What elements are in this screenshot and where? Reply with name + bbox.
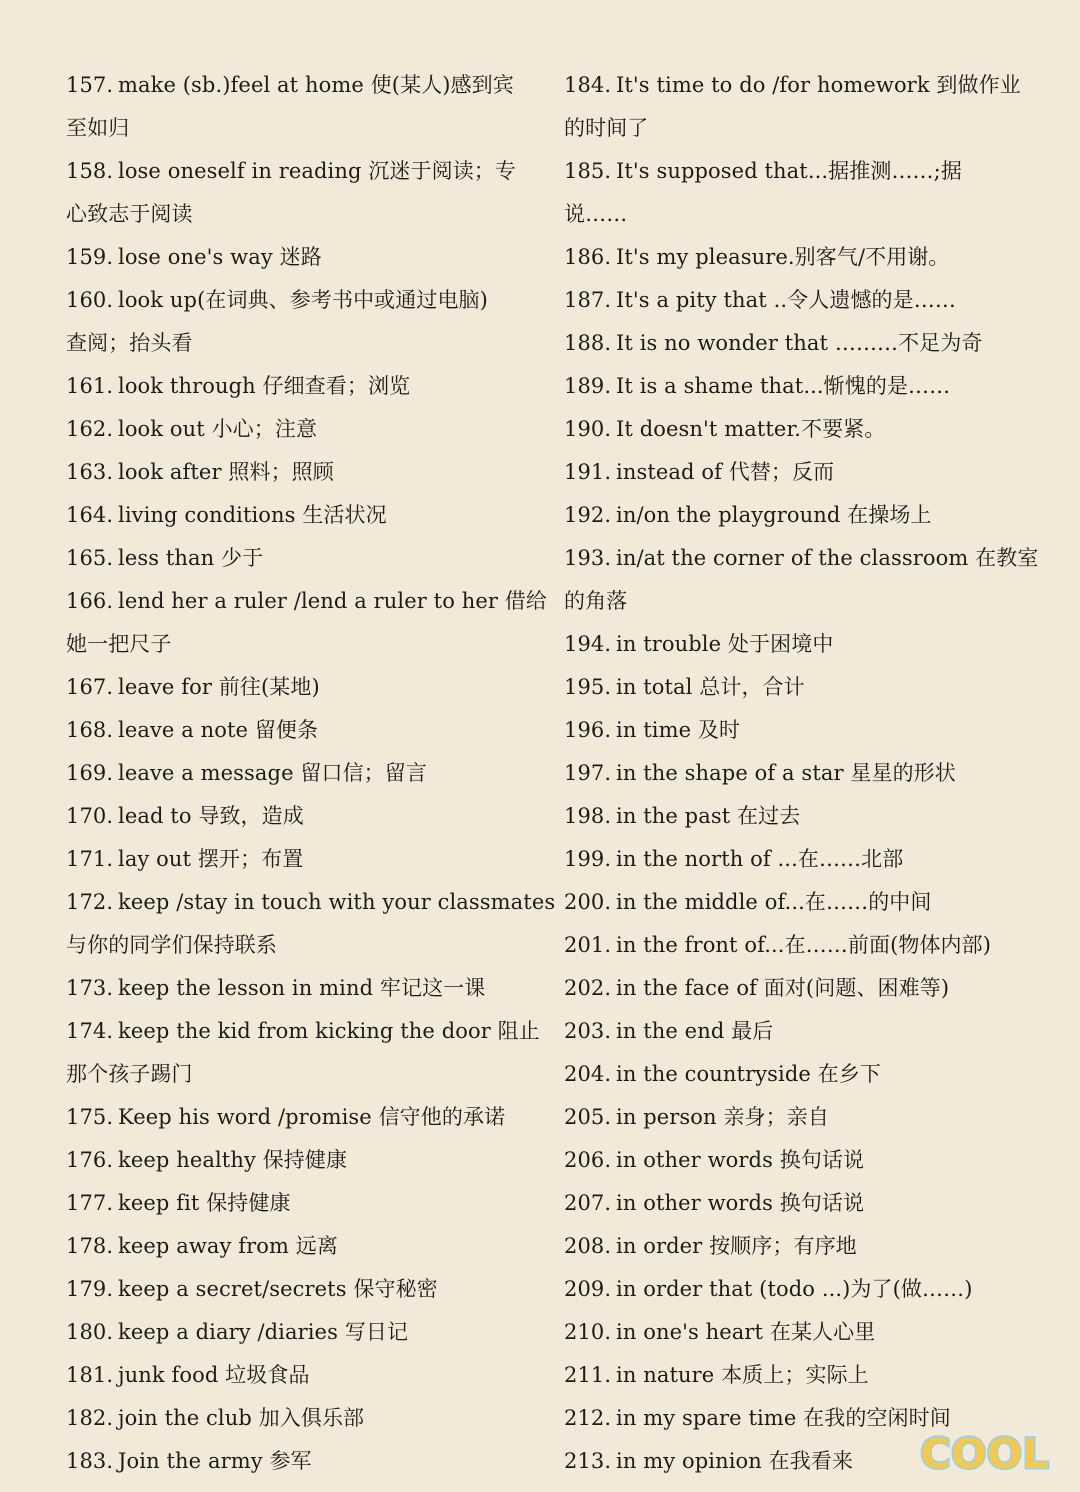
phrase-line <box>66 64 536 107</box>
phrase-text: Join the army 参军 <box>118 1449 312 1473</box>
phrase-line <box>66 666 536 709</box>
phrase-number: 191. <box>564 460 612 484</box>
phrase-number: 181. <box>66 1363 114 1387</box>
phrase-line <box>66 795 536 838</box>
phrase-text: in/at the corner of the classroom 在教室 <box>616 546 1039 570</box>
phrase-line <box>564 967 1014 1010</box>
phrase-line <box>564 64 1021 107</box>
phrase-text: less than 少于 <box>118 546 264 570</box>
phrase-line <box>66 365 536 408</box>
phrase-text: It's time to do /for homework 到做作业 <box>616 73 1021 97</box>
phrase-line <box>564 623 1014 666</box>
phrase-line <box>66 279 536 322</box>
phrase-line <box>66 881 556 924</box>
phrase-text: Keep his word /promise 信守他的承诺 <box>118 1105 506 1129</box>
left-phrase-column <box>66 64 556 1483</box>
watermark-text: COOL <box>920 1429 1049 1478</box>
phrase-number: 209. <box>564 1277 612 1301</box>
phrase-number: 190. <box>564 417 612 441</box>
phrase-text: It doesn't matter.不要紧。 <box>616 417 886 441</box>
phrase-number: 163. <box>66 460 114 484</box>
phrase-line <box>564 666 1014 709</box>
phrase-line <box>564 1096 1014 1139</box>
phrase-line <box>66 451 536 494</box>
phrase-text: 心致志于阅读 <box>66 202 193 226</box>
phrase-text: leave for 前往(某地) <box>118 675 320 699</box>
phrase-text: 那个孩子踢门 <box>66 1062 193 1086</box>
phrase-text: keep a secret/secrets 保守秘密 <box>118 1277 438 1301</box>
phrase-line <box>66 752 536 795</box>
phrase-text: junk food 垃圾食品 <box>118 1363 310 1387</box>
phrase-number: 193. <box>564 546 612 570</box>
phrase-line <box>564 193 1014 236</box>
phrase-line <box>66 580 547 623</box>
phrase-number: 167. <box>66 675 114 699</box>
phrase-text: in the face of 面对(问题、困难等) <box>616 976 950 1000</box>
phrase-text: 的角落 <box>564 589 628 613</box>
phrase-number: 172. <box>66 890 114 914</box>
phrase-number: 158. <box>66 159 114 183</box>
phrase-line <box>564 1010 1014 1053</box>
phrase-text: in the front of...在……前面(物体内部) <box>616 933 992 957</box>
phrase-line <box>66 924 536 967</box>
phrase-line <box>66 537 536 580</box>
phrase-number: 162. <box>66 417 114 441</box>
phrase-line <box>564 752 1014 795</box>
phrase-text: keep fit 保持健康 <box>118 1191 291 1215</box>
phrase-text: lay out 摆开；布置 <box>118 847 304 871</box>
phrase-line <box>564 279 1014 322</box>
phrase-number: 169. <box>66 761 114 785</box>
phrase-text: keep away from 远离 <box>118 1234 338 1258</box>
phrase-text: in order that (todo ...)为了(做……) <box>616 1277 973 1301</box>
phrase-text: 查阅；抬头看 <box>66 331 193 355</box>
phrase-number: 164. <box>66 503 114 527</box>
phrase-text: 她一把尺子 <box>66 632 172 656</box>
phrase-line <box>66 236 536 279</box>
phrase-line <box>564 795 1014 838</box>
phrase-line <box>66 408 536 451</box>
phrase-line <box>564 494 1014 537</box>
phrase-number: 189. <box>564 374 612 398</box>
phrase-text: keep a diary /diaries 写日记 <box>118 1320 409 1344</box>
phrase-number: 202. <box>564 976 612 1000</box>
phrase-line <box>564 107 1014 150</box>
phrase-text: instead of 代替；反而 <box>616 460 835 484</box>
phrase-text: in the north of ...在……北部 <box>616 847 904 871</box>
phrase-text: in other words 换句话说 <box>616 1191 865 1215</box>
phrase-number: 168. <box>66 718 114 742</box>
phrase-number: 182. <box>66 1406 114 1430</box>
phrase-text: look through 仔细查看；浏览 <box>118 374 411 398</box>
phrase-line <box>564 881 1014 924</box>
phrase-text: in/on the playground 在操场上 <box>616 503 932 527</box>
phrase-line <box>66 107 536 150</box>
phrase-number: 195. <box>564 675 612 699</box>
phrase-number: 157. <box>66 73 114 97</box>
phrase-number: 171. <box>66 847 114 871</box>
phrase-number: 161. <box>66 374 114 398</box>
phrase-line <box>66 193 536 236</box>
phrase-text: leave a message 留口信；留言 <box>118 761 427 785</box>
phrase-text: in total 总计，合计 <box>616 675 805 699</box>
phrase-number: 174. <box>66 1019 114 1043</box>
phrase-line <box>564 709 1014 752</box>
phrase-text: It's my pleasure.别客气/不用谢。 <box>616 245 950 269</box>
phrase-line <box>564 924 1014 967</box>
phrase-line <box>66 1182 536 1225</box>
phrase-text: in person 亲身；亲自 <box>616 1105 829 1129</box>
phrase-number: 204. <box>564 1062 612 1086</box>
phrase-text: keep the kid from kicking the door 阻止 <box>118 1019 540 1043</box>
phrase-text: in the countryside 在乡下 <box>616 1062 882 1086</box>
phrase-number: 200. <box>564 890 612 914</box>
phrase-number: 170. <box>66 804 114 828</box>
phrase-number: 206. <box>564 1148 612 1172</box>
phrase-line <box>564 150 1014 193</box>
phrase-number: 176. <box>66 1148 114 1172</box>
phrase-line <box>564 1053 1014 1096</box>
phrase-number: 208. <box>564 1234 612 1258</box>
phrase-text: in the middle of...在……的中间 <box>616 890 932 914</box>
phrase-number: 183. <box>66 1449 114 1473</box>
phrase-line <box>66 709 536 752</box>
phrase-line <box>564 1139 1014 1182</box>
phrase-text: leave a note 留便条 <box>118 718 319 742</box>
right-phrase-column <box>564 64 1039 1483</box>
phrase-number: 160. <box>66 288 114 312</box>
phrase-line <box>564 1354 1014 1397</box>
phrase-number: 187. <box>564 288 612 312</box>
phrase-text: in the shape of a star 星星的形状 <box>616 761 956 785</box>
phrase-text: look up(在词典、参考书中或通过电脑) <box>118 288 488 312</box>
phrase-text: join the club 加入俱乐部 <box>118 1406 365 1430</box>
phrase-text: keep healthy 保持健康 <box>118 1148 348 1172</box>
phrase-number: 173. <box>66 976 114 1000</box>
phrase-text: in trouble 处于困境中 <box>616 632 834 656</box>
phrase-line <box>66 1010 540 1053</box>
phrase-text: living conditions 生活状况 <box>118 503 387 527</box>
phrase-line <box>66 1397 536 1440</box>
phrase-text: in the past 在过去 <box>616 804 801 828</box>
phrase-line <box>66 1225 536 1268</box>
phrase-number: 175. <box>66 1105 114 1129</box>
phrase-text: It's a pity that ..令人遗憾的是…… <box>616 288 956 312</box>
phrase-line <box>66 1053 536 1096</box>
phrase-line <box>564 236 1014 279</box>
phrase-number: 198. <box>564 804 612 828</box>
phrase-text: keep /stay in touch with your classmates <box>118 890 556 914</box>
phrase-text: 与你的同学们保持联系 <box>66 933 277 957</box>
phrase-line <box>66 1268 536 1311</box>
phrase-number: 165. <box>66 546 114 570</box>
phrase-line <box>564 1311 1014 1354</box>
phrase-number: 197. <box>564 761 612 785</box>
phrase-line <box>66 494 536 537</box>
phrase-text: keep the lesson in mind 牢记这一课 <box>118 976 486 1000</box>
phrase-line <box>66 838 536 881</box>
phrase-text: in the end 最后 <box>616 1019 774 1043</box>
phrase-text: in my spare time 在我的空闲时间 <box>616 1406 951 1430</box>
phrase-text: make (sb.)feel at home 使(某人)感到宾 <box>118 73 514 97</box>
phrase-text: lose one's way 迷路 <box>118 245 322 269</box>
phrase-number: 211. <box>564 1363 612 1387</box>
phrase-text: 至如归 <box>66 116 130 140</box>
phrase-number: 180. <box>66 1320 114 1344</box>
phrase-text: lead to 导致，造成 <box>118 804 304 828</box>
phrase-number: 213. <box>564 1449 612 1473</box>
phrase-text: in nature 本质上；实际上 <box>616 1363 869 1387</box>
phrase-text: 的时间了 <box>564 116 649 140</box>
phrase-line <box>66 1096 536 1139</box>
phrase-text: lend her a ruler /lend a ruler to her 借给 <box>118 589 547 613</box>
phrase-text: look out 小心；注意 <box>118 417 318 441</box>
phrase-text: in my opinion 在我看来 <box>616 1449 854 1473</box>
phrase-text: in other words 换句话说 <box>616 1148 865 1172</box>
phrase-number: 199. <box>564 847 612 871</box>
phrase-number: 178. <box>66 1234 114 1258</box>
phrase-number: 196. <box>564 718 612 742</box>
phrase-text: 说…… <box>564 202 628 226</box>
phrase-number: 192. <box>564 503 612 527</box>
phrase-line <box>66 150 536 193</box>
phrase-line <box>564 408 1014 451</box>
phrase-line <box>564 1182 1014 1225</box>
phrase-line <box>66 1354 536 1397</box>
phrase-number: 205. <box>564 1105 612 1129</box>
phrase-line <box>66 1139 536 1182</box>
phrase-number: 188. <box>564 331 612 355</box>
phrase-line <box>66 1440 536 1483</box>
phrase-number: 177. <box>66 1191 114 1215</box>
phrase-line <box>66 1311 536 1354</box>
phrase-line <box>564 838 1014 881</box>
phrase-text: It is no wonder that ………不足为奇 <box>616 331 983 355</box>
phrase-number: 212. <box>564 1406 612 1430</box>
phrase-number: 185. <box>564 159 612 183</box>
cool-watermark-logo <box>912 1414 1062 1484</box>
phrase-line <box>564 1225 1014 1268</box>
phrase-line <box>564 537 1039 580</box>
phrase-text: in one's heart 在某人心里 <box>616 1320 876 1344</box>
phrase-text: It's supposed that...据推测……;据 <box>616 159 962 183</box>
phrase-text: It is a shame that...惭愧的是…… <box>616 374 951 398</box>
phrase-number: 186. <box>564 245 612 269</box>
phrase-line <box>564 322 1014 365</box>
phrase-number: 166. <box>66 589 114 613</box>
phrase-text: in time 及时 <box>616 718 741 742</box>
phrase-line <box>564 580 1014 623</box>
phrase-number: 194. <box>564 632 612 656</box>
phrase-line <box>564 451 1014 494</box>
phrase-number: 207. <box>564 1191 612 1215</box>
phrase-line <box>564 365 1014 408</box>
phrase-line <box>66 623 536 666</box>
phrase-text: in order 按顺序；有序地 <box>616 1234 857 1258</box>
phrase-line <box>66 967 536 1010</box>
phrase-line <box>564 1268 1014 1311</box>
phrase-text: look after 照料；照顾 <box>118 460 334 484</box>
phrase-number: 210. <box>564 1320 612 1344</box>
phrase-number: 203. <box>564 1019 612 1043</box>
phrase-line <box>66 322 536 365</box>
phrase-number: 184. <box>564 73 612 97</box>
phrase-number: 179. <box>66 1277 114 1301</box>
phrase-text: lose oneself in reading 沉迷于阅读；专 <box>118 159 517 183</box>
phrase-number: 201. <box>564 933 612 957</box>
phrase-number: 159. <box>66 245 114 269</box>
